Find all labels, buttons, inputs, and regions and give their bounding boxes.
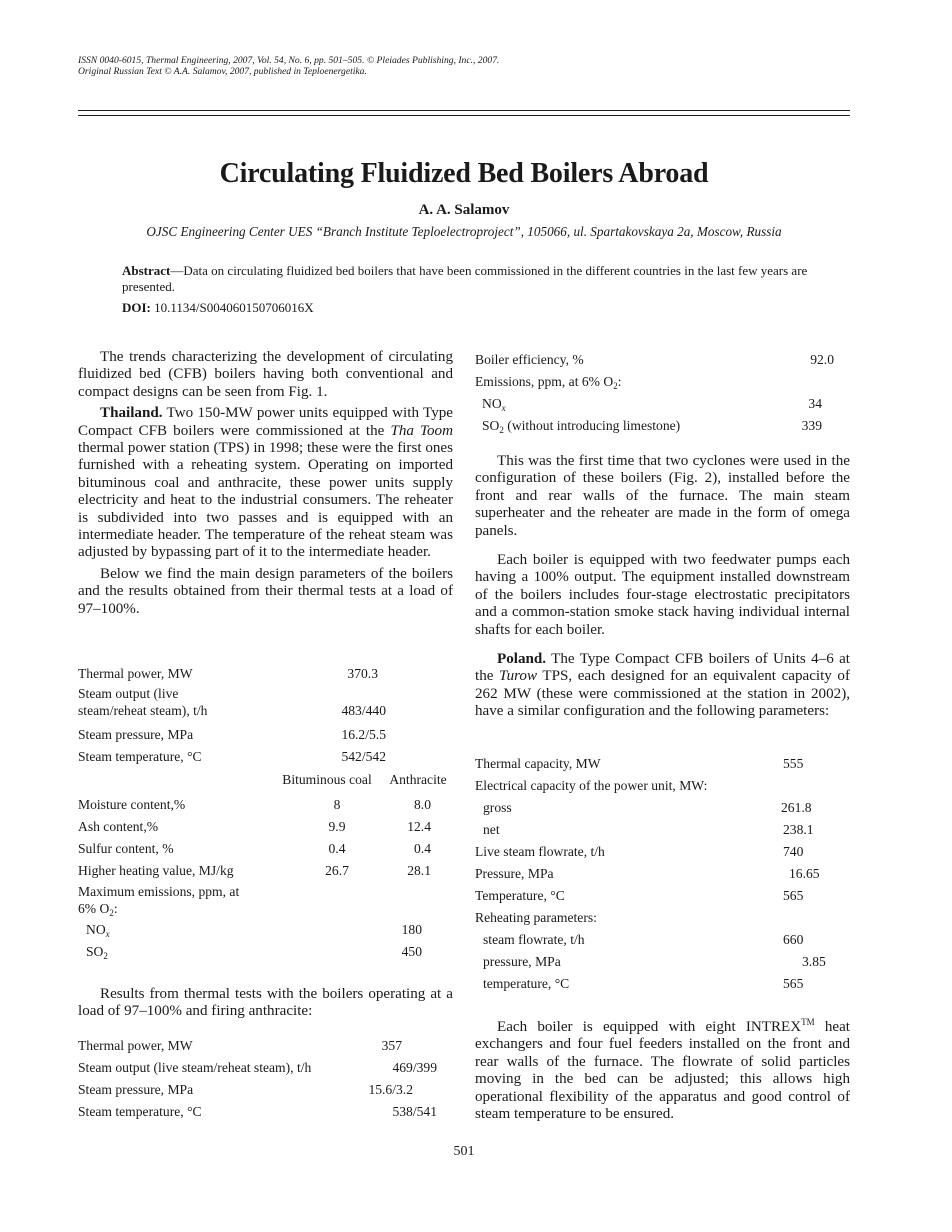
turow-parameters-table: Thermal capacity, MW 555 Electrical capacity of the power unit, MW: gross 261.8 net 238.1 Live steam flowrate, t/h 740 Pressure, MPa 16.65 Temperature, °C 565 Reheating parameters: steam flowrate, t/h 660 pressure, MPa 3.85 temperature, °C 565 (475, 756, 826, 991)
fuel-properties-table: Bituminous coal Anthracite Moisture content,% 8 8.0 Ash content,% 9.9 12.4 Sulfur content, % 0.4 0.4 Higher heating value, MJ/kg 26.7 28.1 Maximum emissions, ppm, at 6% $O_2$: $NO_x$ 180 $SO_2$ 450 (78, 769, 453, 969)
section-lead-poland: Poland. (497, 651, 547, 668)
doi-value: 10.1134/S004060150706016X (154, 300, 314, 315)
paragraph-intrex: Each boiler is equipped with eight INTREX™ heat exchangers and four fuel feeders installed on the front and rear walls of the furnace. The flowrate of solid particles moving in the bed can be adjusted; this allows high operational flexibility of the apparatus and good control of steam temperature to be ensured. (475, 1017, 850, 1123)
paragraph-test-results: Results from thermal tests with the boilers operating at a load of 97–100% and firing anthracite: (78, 986, 453, 1020)
abstract-text: —Data on circulating fluidized bed boilers that have been commissioned in the different countries in the last few years are presented. (122, 263, 808, 294)
right-column-body (475, 453, 850, 721)
section-lead-thailand: Thailand. (100, 405, 163, 422)
paragraph-trends: The trends characterizing the development of circulating fluidized bed (CFB) boilers having both conventional and compact designs can be seen from Fig. 1. (78, 349, 453, 400)
original-text-note: Original Russian Text © A.A. Salamov, 2007, published in Teploenergetika. (78, 66, 367, 77)
paragraph-poland: Poland. The Type Compact CFB boilers of Units 4–6 at the Turow TPS, each designed for an equivalent capacity of 262 MW (these were commissioned at the station in 2002), have a similar configuration and the following parameters: (475, 651, 850, 720)
column-header-bituminous: Bituminous coal (282, 772, 372, 787)
header-rule-top (78, 110, 850, 111)
doi-label: DOI: (122, 300, 151, 315)
tps-name-tha-toom: Tha Toom (390, 422, 453, 439)
paragraph-thailand: Thailand. Two 150-MW power units equipped with Type Compact CFB boilers were commissioned at the Tha Toom thermal power station (TPS) in 1998; these were the first ones furnished with a reheating system. Operating on imported bituminous coal and anthracite, these power units supply electricity and heat to the industrial consumers. The reheater is subdivided into two passes and is equipped with an intermediate header. The temperature of the reheat steam was adjusted by bypassing part of it to the intermediate header. (78, 405, 453, 561)
efficiency-emissions-table: Boiler efficiency, % 92.0 Emissions, ppm, at 6% $O_2$: $NO_x$ 34 $SO_2$ (without introducing limestone) 339 (475, 352, 834, 435)
abstract-label: Abstract (122, 263, 171, 278)
trademark-mark: TM (801, 1017, 815, 1027)
paragraph-cyclones: This was the first time that two cyclones were used in the configuration of these boilers (Fig. 2), installed before the front and rear walls of the furnace. The main steam superheater and the reheater are made in the form of omega panels. (475, 453, 850, 539)
journal-citation: ISSN 0040-6015, Thermal Engineering, 2007, Vol. 54, No. 6, pp. 501–505. © Pleiades Publishing, Inc., 2007. (78, 55, 500, 66)
paragraph-parameters-intro: Below we find the main design parameters of the boilers and the results obtained from their thermal tests at a load of 97–100%. (78, 565, 453, 617)
tps-name-turow: Turow (499, 668, 538, 685)
paragraph-feedwater: Each boiler is equipped with two feedwater pumps each having a 100% output. The equipment installed downstream of the boilers includes four-stage electrostatic precipitators and a common-station smoke stack having individual internal shafts for each boiler. (475, 552, 850, 638)
column-header-anthracite: Anthracite (389, 772, 447, 787)
header-rule-bottom (78, 115, 850, 116)
abstract (122, 263, 812, 295)
doi (122, 300, 314, 316)
journal-header (78, 55, 499, 77)
article-title: Circulating Fluidized Bed Boilers Abroad (219, 158, 709, 189)
thermal-test-table: Thermal power, MW 357 Steam output (live steam/reheat steam), t/h 469/399 Steam pressure, MPa 15.6/3.2 Steam temperature, °C 538/541 (78, 1038, 437, 1119)
article-author: A. A. Salamov (418, 202, 510, 218)
design-parameters-table: Thermal power, MW 370.3 Steam output (live steam/reheat steam), t/h 483/440 Steam pressure, MPa 16.2/5.5 Steam temperature, °C 542/542 (78, 666, 386, 764)
page-number: 501 (453, 1144, 475, 1159)
author-affiliation: OJSC Engineering Center UES “Branch Institute Teploelectroproject”, 105066, ul. Spartakovskaya 2a, Moscow, Russia (146, 224, 782, 239)
left-column-intro (78, 349, 453, 618)
